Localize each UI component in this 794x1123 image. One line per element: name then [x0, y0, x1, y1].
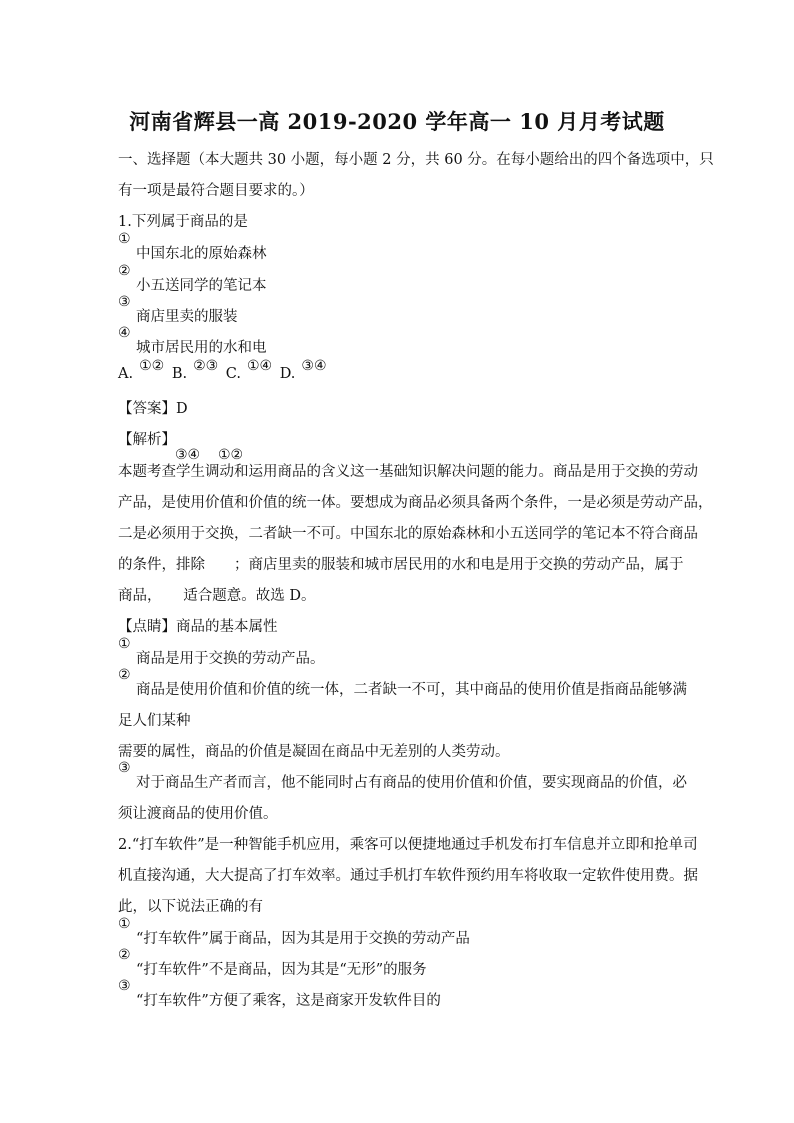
tip-3-line-1: 对于商品生产者而言，他不能同时占有商品的使用价值和价值，要实现商品的价值，必 — [136, 775, 687, 791]
q2-stem-line-2: 机直接沟通，大大提高了打车效率。通过手机打车软件预约用车将收取一定软件使用费。据 — [118, 868, 698, 884]
q1-tip-title: 商品的基本属性 — [176, 619, 278, 635]
tip-2-marker: ② — [118, 667, 131, 683]
tip-3-line-2: 须让渡商品的使用价值。 — [118, 806, 278, 822]
q1-analysis-line-2: 产品，是使用价值和价值的统一体。要想成为商品必须具备两个条件，一是必须是劳动产品， — [118, 495, 713, 511]
page-title: 河南省辉县一高 2019-2020 学年高一 10 月月考试题 — [129, 109, 665, 134]
section-heading-line-2: 有一项是最符合题目要求的。） — [118, 183, 314, 199]
analysis-overlay-mark-2: ①② — [218, 447, 244, 463]
analysis-overlay-mark-1: ③④ — [175, 447, 201, 463]
q1-options — [118, 358, 678, 382]
q1-analysis-line-1: 本题考查学生调动和运用商品的含义这一基础知识解决问题的能力。商品是用于交换的劳动 — [118, 464, 698, 480]
q1-item-4-text: 城市居民用的水和电 — [136, 340, 267, 356]
q1-option-c-label: C. — [225, 366, 241, 382]
q1-item-3-text: 商店里卖的服装 — [136, 309, 238, 325]
q1-item-1-text: 中国东北的原始森林 — [136, 246, 267, 262]
q1-option-b-value: ②③ — [193, 358, 219, 374]
q1-item-3-marker: ③ — [118, 294, 131, 310]
q1-item-1-marker: ① — [118, 231, 131, 247]
tip-2-line-2: 足人们某种 — [118, 713, 191, 729]
q1-option-d-label: D. — [279, 366, 296, 382]
q1-analysis-line-3: 二是必须用于交换，二者缺一不可。中国东北的原始森林和小五送同学的笔记本不符合商品 — [118, 526, 698, 542]
q1-tip — [118, 615, 678, 636]
section-heading-line-1: 一、选择题（本大题共 30 小题，每小题 2 分，共 60 分。在每小题给出的四个备选项中，只 — [118, 152, 714, 168]
q1-analysis-heading: 【解析】 — [118, 432, 176, 448]
q2-item-3-text: “打车软件”方便了乘客，这是商家开发软件目的 — [136, 993, 441, 1009]
tip-2-line-3: 需要的属性，商品的价值是凝固在商品中无差别的人类劳动。 — [118, 744, 510, 760]
q1-item-2-text: 小五送同学的笔记本 — [136, 278, 267, 294]
q1-answer: 【答案】D — [118, 401, 188, 417]
q1-stem: 1.下列属于商品的是 — [118, 214, 248, 230]
q1-analysis-line-5: 商品， 适合题意。故选 D。 — [118, 588, 316, 604]
q1-option-a-value: ①② — [139, 358, 165, 374]
tip-2-line-1: 商品是使用价值和价值的统一体，二者缺一不可，其中商品的使用价值是指商品能够满 — [136, 682, 687, 698]
q2-item-2-marker: ② — [118, 947, 131, 963]
q1-option-d-value: ③④ — [301, 358, 327, 374]
q2-item-1-text: “打车软件”属于商品，因为其是用于交换的劳动产品 — [136, 931, 470, 947]
tip-1-line-1: 商品是用于交换的劳动产品。 — [136, 651, 325, 667]
q1-item-2-marker: ② — [118, 263, 131, 279]
q1-option-a-label: A. — [118, 366, 134, 382]
tip-1-marker: ① — [118, 636, 131, 652]
q2-item-2-text: “打车软件”不是商品，因为其是“无形”的服务 — [136, 962, 427, 978]
q2-stem-line-3: 此，以下说法正确的有 — [118, 899, 263, 915]
q1-option-c-value: ①④ — [246, 358, 273, 374]
q1-analysis-line-4: 的条件，排除 ；商店里卖的服装和城市居民用的水和电是用于交换的劳动产品，属于 — [118, 557, 684, 573]
q2-stem-line-1: 2.“打车软件”是一种智能手机应用，乘客可以便捷地通过手机发布打车信息并立即和抢单司 — [118, 837, 698, 853]
q2-item-1-marker: ① — [118, 916, 131, 932]
tip-3-marker: ③ — [118, 760, 131, 776]
q1-item-4-marker: ④ — [118, 325, 131, 341]
q2-item-3-marker: ③ — [118, 978, 131, 994]
q1-tip-heading: 【点睛】 — [118, 619, 176, 635]
q1-option-b-label: B. — [171, 366, 188, 382]
